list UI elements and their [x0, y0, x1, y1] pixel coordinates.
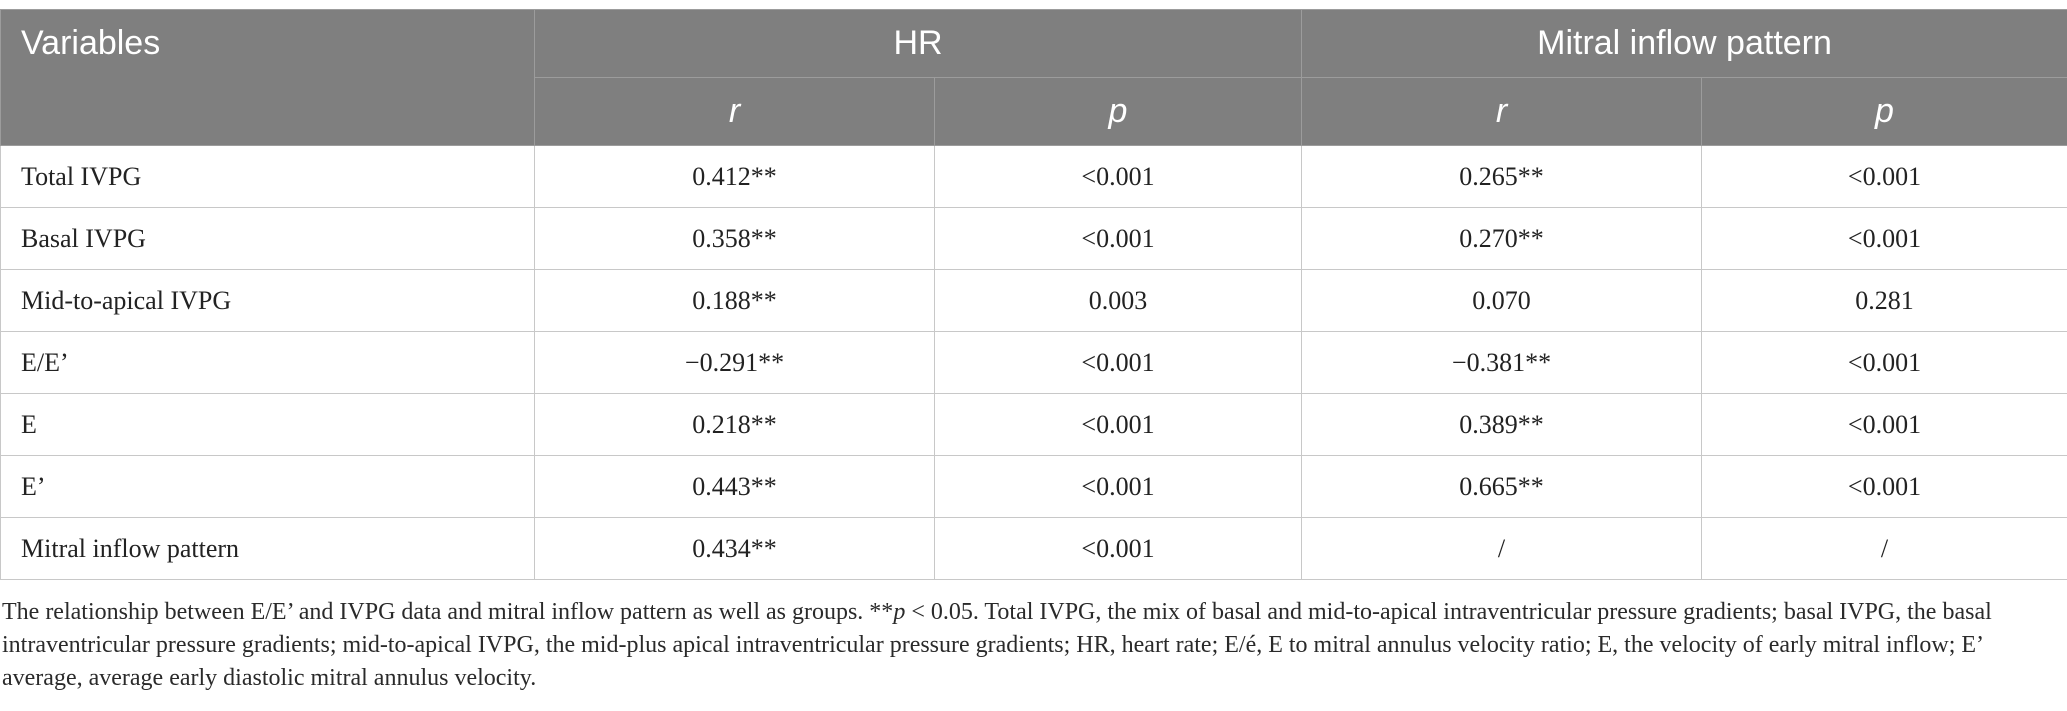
cell-mitral-r: 0.665**: [1302, 456, 1702, 518]
header-hr-r: r: [535, 78, 935, 146]
cell-mitral-p: 0.281: [1702, 270, 2067, 332]
cell-variable: E/E’: [1, 332, 535, 394]
cell-hr-p: <0.001: [935, 208, 1302, 270]
table-row: [1, 208, 2067, 270]
header-mitral-r: r: [1302, 78, 1702, 146]
cell-mitral-p: <0.001: [1702, 146, 2067, 208]
cell-mitral-p: <0.001: [1702, 394, 2067, 456]
cell-hr-r: −0.291**: [535, 332, 935, 394]
cell-mitral-r: 0.070: [1302, 270, 1702, 332]
cell-variable: Total IVPG: [1, 146, 535, 208]
table-row: [1, 394, 2067, 456]
cell-mitral-p: /: [1702, 518, 2067, 580]
table-row: [1, 146, 2067, 208]
table-body: [1, 146, 2067, 580]
cell-mitral-r: /: [1302, 518, 1702, 580]
cell-hr-r: 0.358**: [535, 208, 935, 270]
cell-hr-p: 0.003: [935, 270, 1302, 332]
cell-mitral-p: <0.001: [1702, 456, 2067, 518]
cell-variable: Basal IVPG: [1, 208, 535, 270]
table-footnote: [2, 596, 2062, 695]
cell-hr-r: 0.188**: [535, 270, 935, 332]
cell-mitral-r: −0.381**: [1302, 332, 1702, 394]
header-mitral-inflow-pattern: Mitral inflow pattern: [1302, 10, 2067, 78]
footnote-text-part2: < 0.05. Total IVPG, the mix of basal and mid-to-apical intraventricular pressure gradients; basal IVPG, the basal intraventricular pressure gradients; mid-to-apical IVPG, the mid-plus apical intraventricular pressure gradients; HR, heart rate; E/é, E to mitral annulus velocity ratio; E, the velocity of early mitral inflow; E’ average, average early diastolic mitral annulus velocity.: [2, 599, 1992, 691]
cell-hr-r: 0.443**: [535, 456, 935, 518]
cell-variable: E: [1, 394, 535, 456]
cell-variable: E’: [1, 456, 535, 518]
cell-hr-p: <0.001: [935, 518, 1302, 580]
cell-mitral-r: 0.389**: [1302, 394, 1702, 456]
cell-hr-p: <0.001: [935, 146, 1302, 208]
table-row: [1, 518, 2067, 580]
footnote-text-part1: The relationship between E/E’ and IVPG data and mitral inflow pattern as well as groups. **: [2, 599, 894, 625]
table-row: [1, 456, 2067, 518]
table-row: [1, 270, 2067, 332]
cell-variable: Mitral inflow pattern: [1, 518, 535, 580]
cell-variable: Mid-to-apical IVPG: [1, 270, 535, 332]
header-variables: Variables: [1, 10, 535, 146]
header-mitral-p: p: [1702, 78, 2067, 146]
cell-mitral-r: 0.265**: [1302, 146, 1702, 208]
cell-hr-r: 0.218**: [535, 394, 935, 456]
correlation-table: [0, 9, 2067, 580]
cell-hr-p: <0.001: [935, 394, 1302, 456]
footnote-p-symbol: p: [893, 599, 906, 625]
cell-hr-r: 0.412**: [535, 146, 935, 208]
table-header: [1, 10, 2067, 146]
header-hr: HR: [535, 10, 1302, 78]
cell-hr-p: <0.001: [935, 332, 1302, 394]
cell-hr-p: <0.001: [935, 456, 1302, 518]
header-hr-p: p: [935, 78, 1302, 146]
cell-mitral-r: 0.270**: [1302, 208, 1702, 270]
cell-hr-r: 0.434**: [535, 518, 935, 580]
cell-mitral-p: <0.001: [1702, 332, 2067, 394]
cell-mitral-p: <0.001: [1702, 208, 2067, 270]
table-row: [1, 332, 2067, 394]
